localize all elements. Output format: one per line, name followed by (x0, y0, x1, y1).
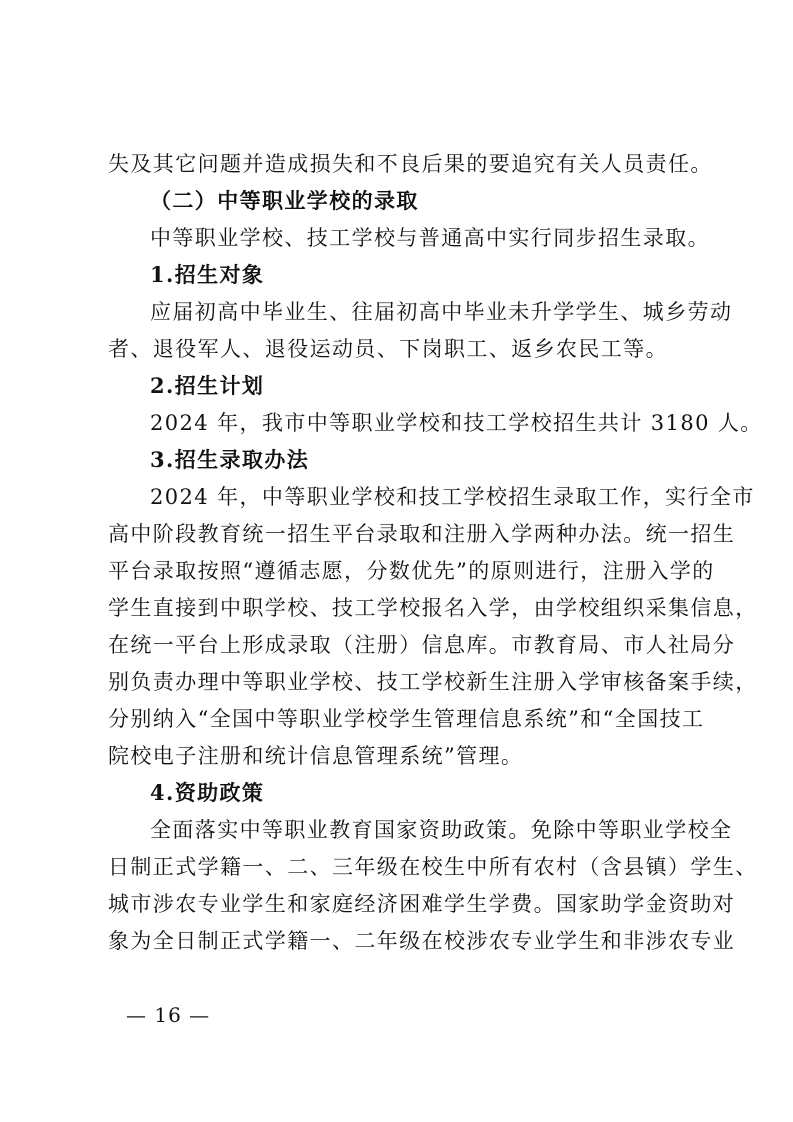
body-text-line: 城市涉农专业学生和家庭经济困难学生学费。国家助学金资助对 (108, 892, 736, 916)
body-text-line: 平台录取按照“遵循志愿，分数优先”的原则进行，注册入学的 (108, 559, 715, 583)
body-text-line: 2024 年，我市中等职业学校和技工学校招生共计 3180 人。 (150, 411, 763, 435)
body-text-line: 别负责办理中等职业学校、技工学校新生注册入学审核备案手续， (108, 670, 758, 694)
body-text-line: 日制正式学籍一、二、三年级在校生中所有农村（含县镇）学生、 (108, 855, 758, 879)
body-text-line: 学生直接到中职学校、技工学校报名入学，由学校组织采集信息， (108, 596, 758, 620)
body-text-line: 中等职业学校、技工学校与普通高中实行同步招生录取。 (150, 226, 710, 250)
body-text-line: 在统一平台上形成录取（注册）信息库。市教育局、市人社局分 (108, 633, 736, 657)
body-text-line: 全面落实中等职业教育国家资助政策。免除中等职业学校全 (150, 818, 733, 842)
body-text-line: 2024 年，中等职业学校和技工学校招生录取工作，实行全市 (150, 485, 755, 509)
body-text-line: 应届初高中毕业生、往届初高中毕业未升学学生、城乡劳动 (150, 300, 733, 324)
body-text-line: 失及其它问题并造成损失和不良后果的要追究有关人员责任。 (108, 152, 713, 176)
body-text-line: 象为全日制正式学籍一、二年级在校涉农专业学生和非涉农专业 (108, 929, 736, 953)
body-text-line: 者、退役军人、退役运动员、下岗职工、返乡农民工等。 (108, 337, 668, 361)
subsection-heading: 2.招生计划 (150, 373, 265, 398)
subsection-heading: 1.招生对象 (150, 262, 265, 287)
page-number: — 16 — (126, 1003, 211, 1027)
body-text-line: 高中阶段教育统一招生平台录取和注册入学两种办法。统一招生 (108, 522, 736, 546)
subsection-heading: 4.资助政策 (150, 780, 265, 805)
subsection-heading: 3.招生录取办法 (150, 447, 310, 472)
body-text-line: 分别纳入“全国中等职业学校学生管理信息系统”和“全国技工 (108, 707, 705, 731)
section-heading: （二）中等职业学校的录取 (150, 188, 419, 213)
body-text-line: 院校电子注册和统计信息管理系统”管理。 (108, 744, 524, 768)
